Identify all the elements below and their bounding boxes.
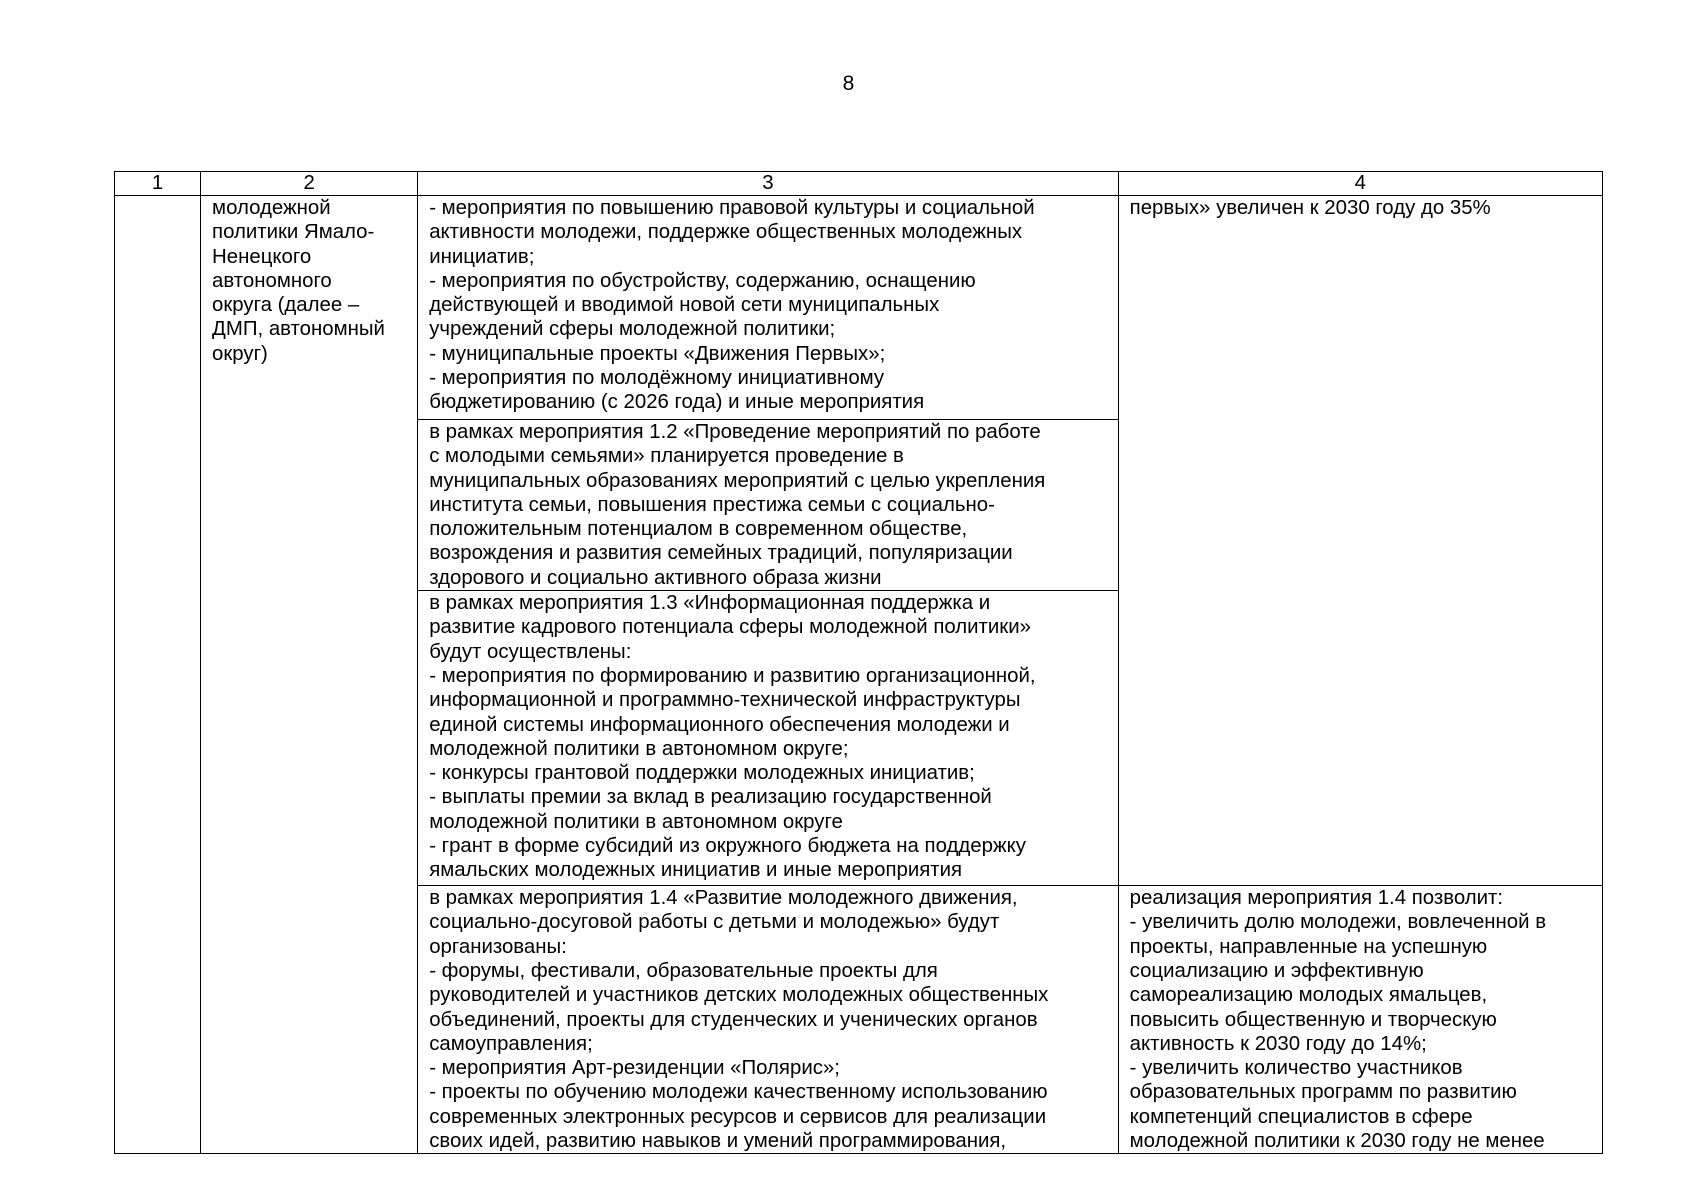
cell-col3-activity-1-2: в рамках мероприятия 1.2 «Проведение мероприятий по работе с молодыми семьями» планируется проведение в муниципальных образованиях мероприятий с целью укрепления института семьи, повышения престижа семьи с социально- положительным потенциалом в современном обществе, возрождения и развития семейных традиций, популяризации здорового и социально активного образа жизни xyxy=(418,420,1118,591)
column-header-3: 3 xyxy=(418,172,1118,196)
cell-col3-activity-1-1: - мероприятия по повышению правовой культуры и социальной активности молодежи, поддержке общественных молодежных инициатив; - мероприятия по обустройству, содержанию, оснащению действующей и вводимой новой сети муниципальных учреждений сферы молодежной политики; - муниципальные проекты «Движения Первых»; - мероприятия по молодёжному инициативному бюджетированию (с 2026 года) и иные мероприятия xyxy=(418,196,1118,420)
cell-col4-result-1: первых» увеличен к 2030 году до 35% xyxy=(1118,196,1602,886)
cell-col1 xyxy=(115,196,201,1154)
column-header-2: 2 xyxy=(201,172,418,196)
cell-col4-result-1-4: реализация мероприятия 1.4 позволит: - увеличить долю молодежи, вовлеченной в проекты, направленные на успешную социализацию и эффективную самореализацию молодых ямальцев, повысить общественную и творческую активность к 2030 году до 14%; - увеличить количество участников образовательных программ по развитию компетенций специалистов в сфере молодежной политики к 2030 году не менее xyxy=(1118,886,1602,1154)
table-row xyxy=(115,196,1603,420)
page-number: 8 xyxy=(842,72,855,95)
cell-col2-department: молодежной политики Ямало- Ненецкого автономного округа (далее – ДМП, автономный округ) xyxy=(201,196,418,1154)
program-table xyxy=(114,171,1603,1154)
column-header-1: 1 xyxy=(115,172,201,196)
table-header-row xyxy=(115,172,1603,196)
column-header-4: 4 xyxy=(1118,172,1602,196)
cell-col3-activity-1-4: в рамках мероприятия 1.4 «Развитие молодежного движения, социально-досуговой работы с детьми и молодежью» будут организованы: - форумы, фестивали, образовательные проекты для руководителей и участников детских молодежных общественных объединений, проекты для студенческих и ученических органов самоуправления; - мероприятия Арт-резиденции «Полярис»; - проекты по обучению молодежи качественному использованию современных электронных ресурсов и сервисов для реализации своих идей, развитию навыков и умений программирования, xyxy=(418,886,1118,1154)
cell-col3-activity-1-3: в рамках мероприятия 1.3 «Информационная поддержка и развитие кадрового потенциала сферы молодежной политики» будут осуществлены: - мероприятия по формированию и развитию организационной, информационной и программно-технической инфраструктуры единой системы информационного обеспечения молодежи и молодежной политики в автономном округе; - конкурсы грантовой поддержки молодежных инициатив; - выплаты премии за вклад в реализацию государственной молодежной политики в автономном округе - грант в форме субсидий из окружного бюджета на поддержку ямальских молодежных инициатив и иные мероприятия xyxy=(418,591,1118,886)
